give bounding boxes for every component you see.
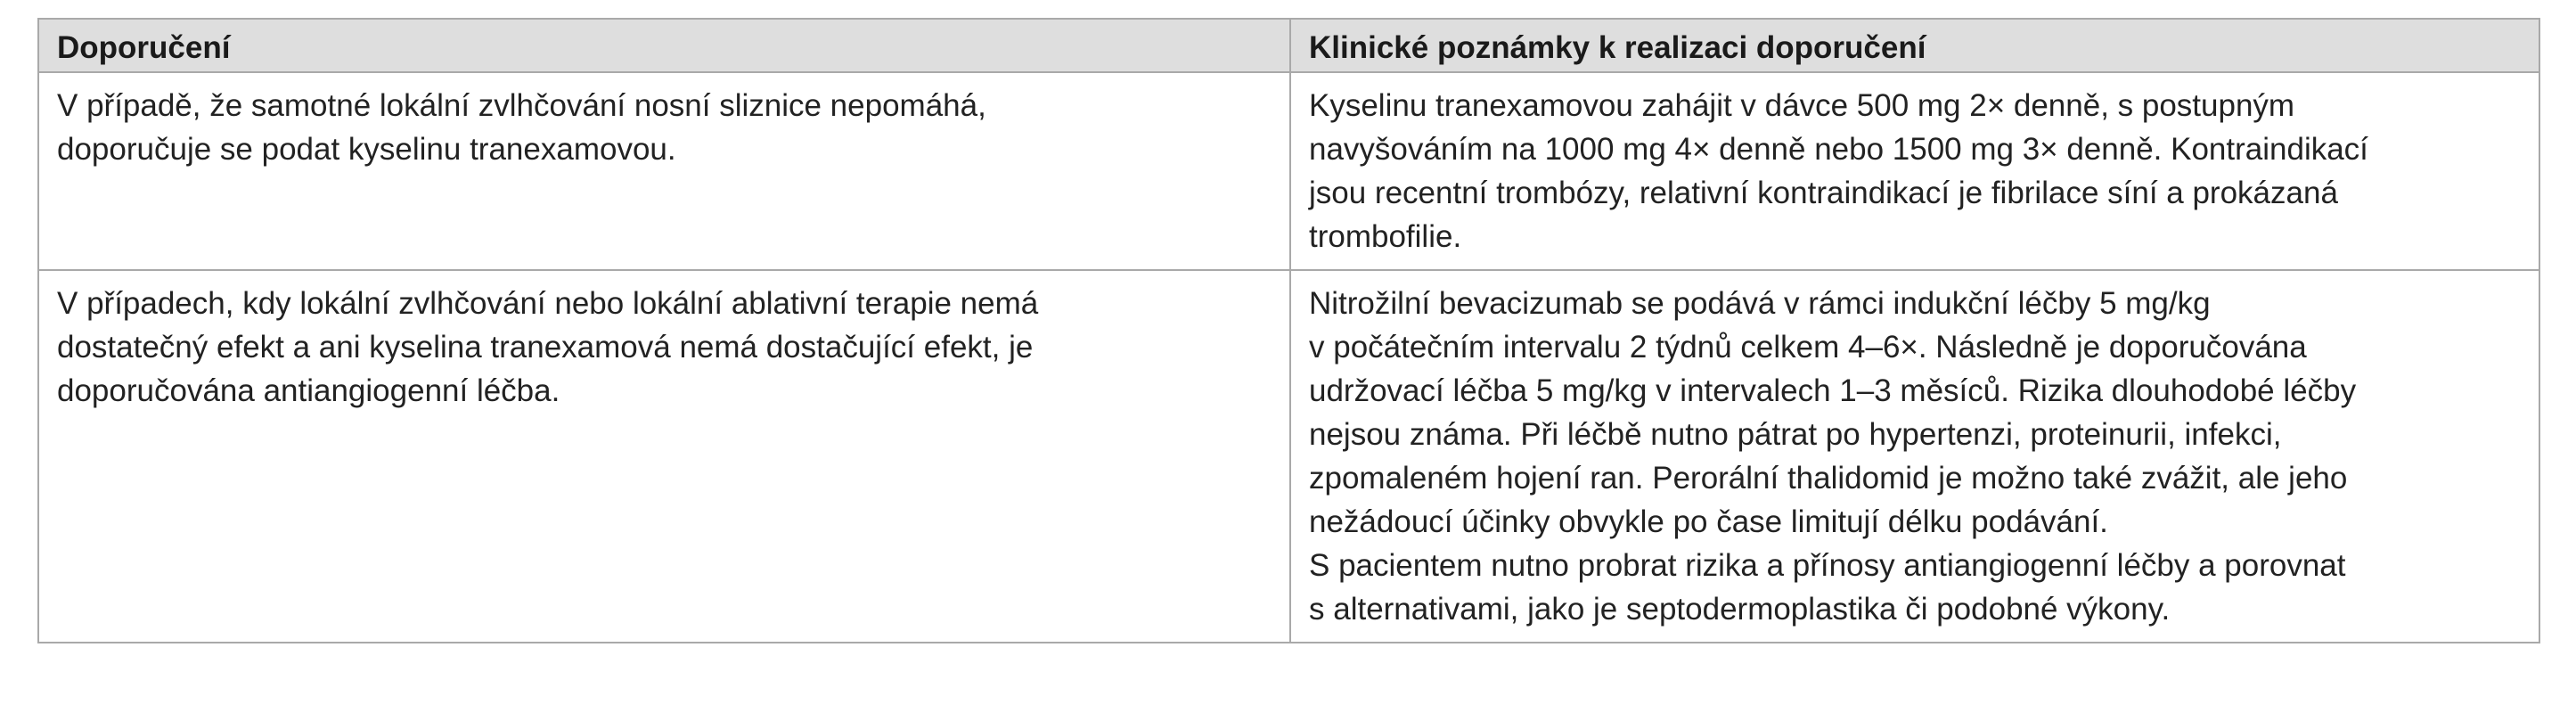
text-line: navyšováním na 1000 mg 4× denně nebo 1500 mg 3× denně. Kontraindikací [1309,132,2368,167]
text-line: s alternativami, jako je septodermoplastika či podobné výkony. [1309,592,2171,627]
text-line: v počátečním intervalu 2 týdnů celkem 4–6×. Následně je doporučována [1309,330,2307,365]
text-line: nežádoucí účinky obvykle po čase limitují délku podávání. [1309,504,2108,539]
recommendations-table [37,18,2540,643]
text-line: S pacientem nutno probrat rizika a přínosy antiangiogenní léčby a porovnat [1309,548,2346,583]
text-line: Nitrožilní bevacizumab se podává v rámci indukční léčby 5 mg/kg [1309,286,2211,321]
text-line: Kyselinu tranexamovou zahájit v dávce 500 mg 2× denně, s postupným [1309,88,2295,123]
header-clinical-notes: Klinické poznámky k realizaci doporučení [1290,19,2539,72]
clinical-notes-cell [1290,72,2539,270]
text-line: doporučována antiangiogenní léčba. [57,373,560,408]
text-line: udržovací léčba 5 mg/kg v intervalech 1–3 měsíců. Rizika dlouhodobé léčby [1309,373,2357,408]
text-line: zpomaleném hojení ran. Perorální thalidomid je možno také zvážit, ale jeho [1309,461,2348,496]
text-line: trombofilie. [1309,219,1462,254]
table-row [38,270,2539,643]
recommendation-cell [38,270,1290,643]
text-line: jsou recentní trombózy, relativní kontraindikací je fibrilace síní a prokázaná [1309,176,2338,210]
table-row [38,72,2539,270]
text-line: V případě, že samotné lokální zvlhčování nosní sliznice nepomáhá, [57,88,986,123]
header-recommendation: Doporučení [38,19,1290,72]
text-line: doporučuje se podat kyselinu tranexamovou. [57,132,676,167]
text-line: dostatečný efekt a ani kyselina tranexamová nemá dostačující efekt, je [57,330,1034,365]
text-line: V případech, kdy lokální zvlhčování nebo lokální ablativní terapie nemá [57,286,1039,321]
clinical-notes-cell [1290,270,2539,643]
table-header-row [38,19,2539,72]
text-line: nejsou známa. Při léčbě nutno pátrat po hypertenzi, proteinurii, infekci, [1309,417,2282,452]
recommendation-cell [38,72,1290,270]
